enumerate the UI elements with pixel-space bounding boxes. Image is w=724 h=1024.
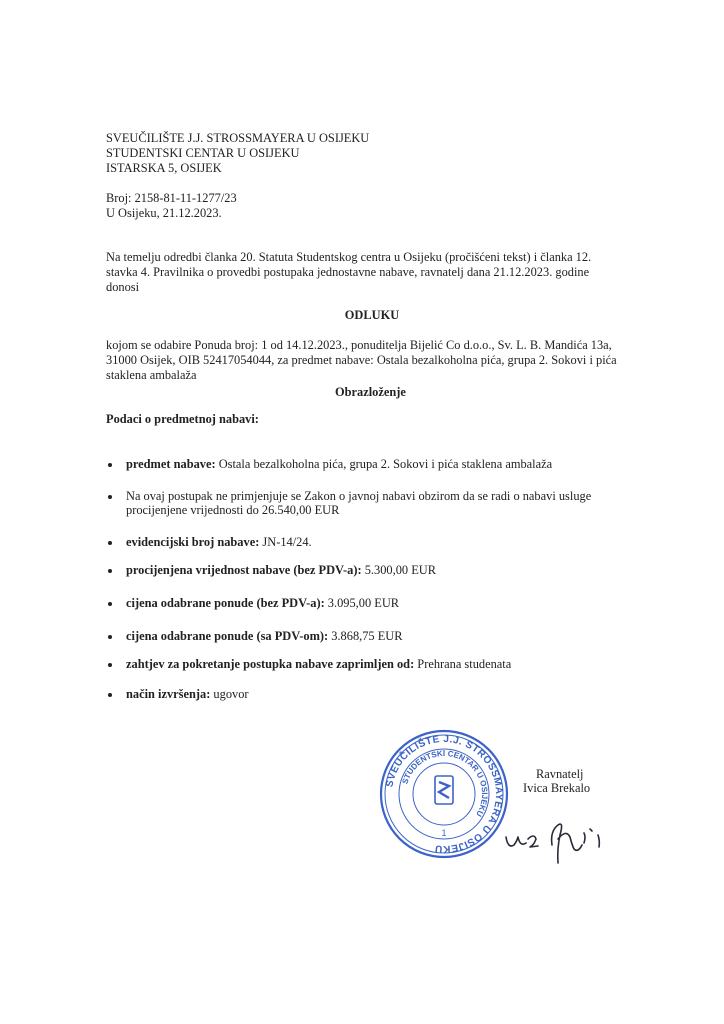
bullet-icon [108, 495, 112, 499]
bullet-icon [108, 602, 112, 606]
signatory-role: Ravnatelj [536, 767, 584, 781]
bullet-icon [108, 463, 112, 467]
decision-line-2: 31000 Osijek, OIB 52417054044, za predmet nabave: Ostala bezalkoholna pića, grupa 2. Sokovi i pića [106, 353, 617, 367]
address: ISTARSKA 5, OSIJEK [106, 161, 222, 175]
reasoning-title: Obrazloženje [335, 385, 406, 399]
intro-line-3: donosi [106, 280, 140, 294]
svg-text:1: 1 [441, 828, 447, 838]
list-item: cijena odabrane ponude (bez PDV-a): 3.095,00 EUR [126, 596, 400, 610]
decision-line-3: staklena ambalaža [106, 368, 197, 382]
official-stamp [378, 728, 510, 860]
svg-text:SVEUČILIŠTE J.J. STROSSMAYERA: SVEUČILIŠTE J.J. STROSSMAYERA U OSIJEKU [384, 733, 505, 855]
decision-title: ODLUKU [344, 308, 400, 322]
details-title: Podaci o predmetnoj nabavi: [106, 412, 259, 426]
reference-number: Broj: 2158-81-11-1277/23 [106, 191, 237, 205]
bullet-icon [108, 693, 112, 697]
bullet-icon [108, 635, 112, 639]
intro-line-1: Na temelju odredbi članka 20. Statuta Studentskog centra u Osijeku (pročišćeni tekst) i članka 12. [106, 250, 592, 264]
bullet-icon [108, 541, 112, 545]
list-item-continuation: procijenjene vrijednosti do 26.540,00 EUR [126, 503, 340, 517]
center-name: STUDENTSKI CENTAR U OSIJEKU [106, 146, 300, 160]
stamp-logo-icon [435, 776, 453, 804]
list-item: procijenjena vrijednost nabave (bez PDV-a): 5.300,00 EUR [126, 563, 436, 577]
place-date: U Osijeku, 21.12.2023. [106, 206, 222, 220]
decision-line-1: kojom se odabire Ponuda broj: 1 od 14.12.2023., ponuditelja Bijelić Co d.o.o., Sv. L. B. Mandića 13a, [106, 338, 612, 352]
list-item: Na ovaj postupak ne primjenjuje se Zakon o javnoj nabavi obzirom da se radi o nabavi usluge [126, 489, 592, 503]
list-item: cijena odabrane ponude (sa PDV-om): 3.868,75 EUR [126, 629, 403, 643]
handwritten-signature [500, 815, 610, 879]
bullet-icon [108, 569, 112, 573]
list-item: način izvršenja: ugovor [126, 687, 249, 701]
list-item: predmet nabave: Ostala bezalkoholna pića, grupa 2. Sokovi i pića staklena ambalaža [126, 457, 553, 471]
list-item: zahtjev za pokretanje postupka nabave zaprimljen od: Prehrana studenata [126, 657, 512, 671]
bullet-icon [108, 663, 112, 667]
signatory-name: Ivica Brekalo [523, 781, 591, 795]
svg-text:STUDENTSKI CENTAR U OSIJEKU: STUDENTSKI CENTAR U OSIJEKU [400, 748, 490, 819]
list-item: evidencijski broj nabave: JN-14/24. [126, 535, 312, 549]
intro-line-2: stavka 4. Pravilnika o provedbi postupaka jednostavne nabave, ravnatelj dana 21.12.2023. godine [106, 265, 590, 279]
institution-name: SVEUČILIŠTE J.J. STROSSMAYERA U OSIJEKU [106, 131, 370, 145]
